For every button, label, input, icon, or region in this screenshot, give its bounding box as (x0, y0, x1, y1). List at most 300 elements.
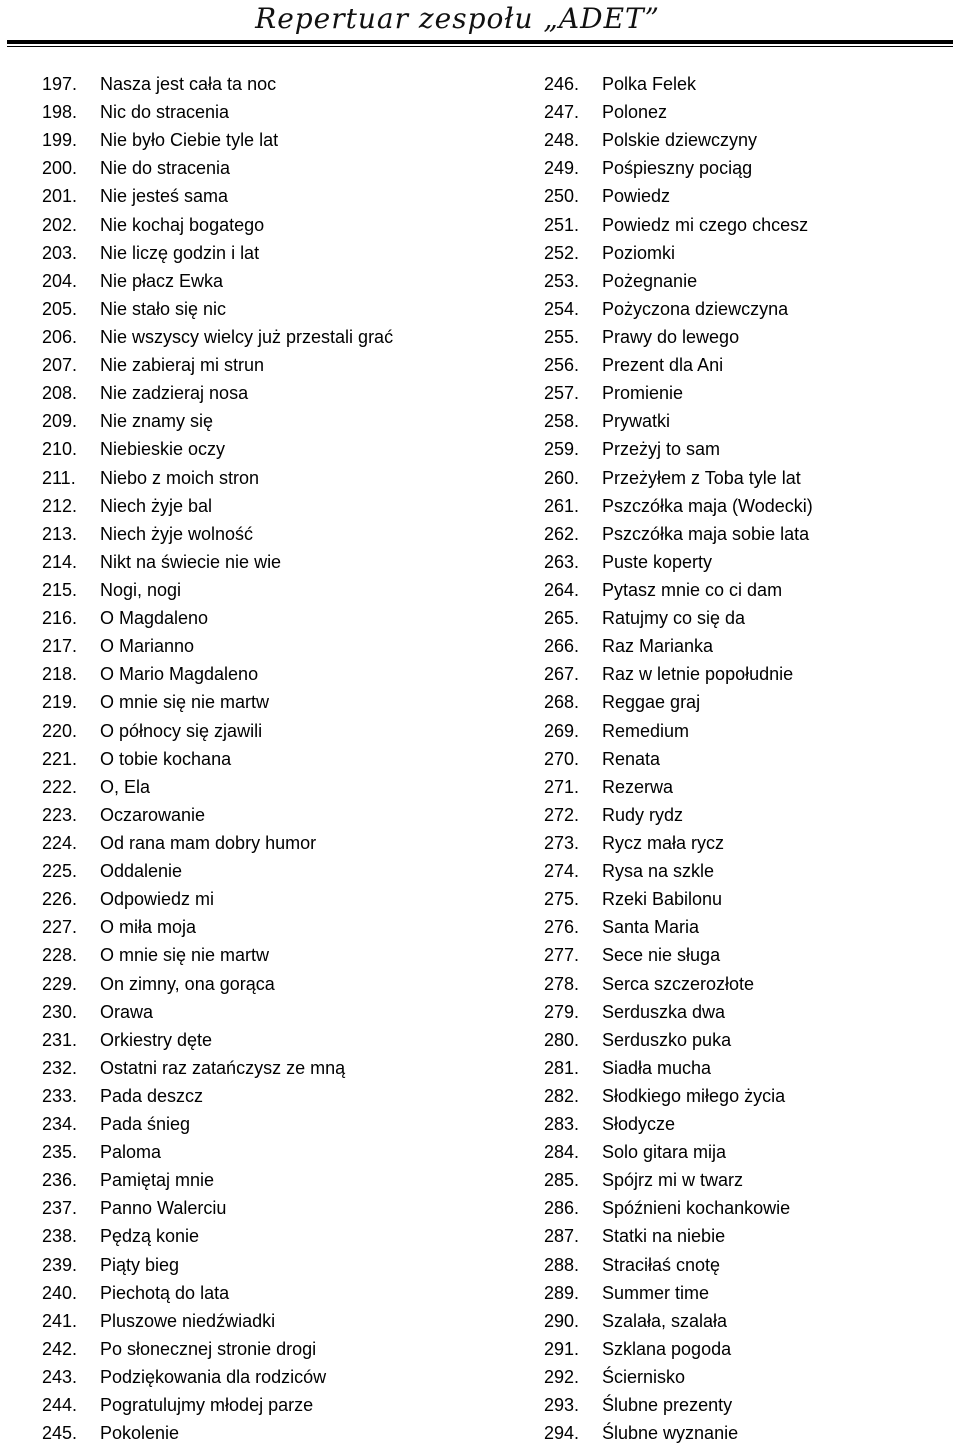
song-title: Niebo z moich stron (100, 467, 260, 488)
song-number: 242. (42, 1338, 78, 1359)
song-title: Nic do stracenia (100, 102, 230, 123)
song-number: 266. (544, 636, 580, 657)
song-title: Nasza jest cała ta noc (100, 74, 277, 94)
song-title: Odpowiedz mi (100, 889, 215, 910)
song-title: Nie do stracenia (100, 158, 231, 179)
song-number: 248. (544, 130, 580, 151)
song-item (544, 1363, 813, 1391)
song-number: 238. (42, 1226, 78, 1247)
song-number: 257. (544, 383, 580, 404)
song-title: O północy się zjawili (100, 720, 263, 741)
song-number: 284. (544, 1142, 580, 1163)
song-item (544, 1279, 813, 1307)
song-number: 251. (544, 214, 580, 235)
song-item (42, 801, 393, 829)
song-title: Podziękowania dla rodziców (100, 1367, 327, 1388)
song-item (544, 717, 813, 745)
song-title: Poziomki (602, 242, 676, 263)
song-item (42, 913, 393, 941)
song-title: Pada śnieg (100, 1114, 191, 1135)
song-title: Spóźnieni kochankowie (602, 1198, 791, 1219)
song-title: Serduszka dwa (602, 1001, 726, 1022)
song-item (544, 801, 813, 829)
song-title: Pszczółka maja (Wodecki) (602, 495, 813, 516)
song-title: Pszczółka maja sobie lata (602, 523, 810, 544)
song-title: Prywatki (602, 411, 671, 432)
song-number: 220. (42, 720, 78, 741)
song-title: Polka Felek (602, 74, 697, 94)
song-item (544, 1251, 813, 1279)
song-number: 234. (42, 1114, 78, 1135)
song-number: 208. (42, 383, 78, 404)
song-item (544, 154, 813, 182)
song-item (544, 211, 813, 239)
song-number: 247. (544, 102, 580, 123)
song-list-right (544, 70, 813, 1447)
song-item (42, 1110, 393, 1138)
song-number: 209. (42, 411, 78, 432)
song-number: 218. (42, 664, 78, 685)
song-title: Rudy rydz (602, 804, 684, 825)
song-number: 211. (42, 467, 76, 488)
song-title: Statki na niebie (602, 1226, 726, 1247)
song-number: 213. (42, 523, 78, 544)
song-item (544, 941, 813, 969)
song-item (42, 660, 393, 688)
song-title: Rzeki Babilonu (602, 889, 723, 910)
song-item (544, 379, 813, 407)
song-number: 267. (544, 664, 580, 685)
song-item (42, 857, 393, 885)
song-item (544, 548, 813, 576)
song-item (544, 773, 813, 801)
song-title: Nikt na świecie nie wie (100, 551, 282, 572)
song-item (42, 717, 393, 745)
song-number: 221. (42, 748, 78, 769)
song-title: Rezerwa (602, 776, 674, 797)
song-item (42, 295, 393, 323)
song-item (544, 1082, 813, 1110)
song-item (42, 604, 393, 632)
song-title: Nie kochaj bogatego (100, 214, 265, 235)
song-number: 222. (42, 776, 78, 797)
song-number: 283. (544, 1114, 580, 1135)
song-number: 202. (42, 214, 78, 235)
song-number: 261. (544, 495, 580, 516)
song-number: 290. (544, 1310, 580, 1331)
song-title: O Magdaleno (100, 608, 209, 629)
song-item (544, 1026, 813, 1054)
song-item (42, 1307, 393, 1335)
song-number: 252. (544, 242, 580, 263)
song-item (544, 1054, 813, 1082)
song-item (544, 70, 813, 98)
song-title: O mnie się nie martw (100, 945, 270, 966)
song-title: Nie zabieraj mi strun (100, 355, 265, 376)
song-title: Straciłaś cnotę (602, 1254, 721, 1275)
page-header (0, 0, 960, 48)
song-number: 258. (544, 411, 580, 432)
song-item (42, 239, 393, 267)
song-item (42, 632, 393, 660)
song-item (42, 182, 393, 210)
song-number: 289. (544, 1282, 580, 1303)
song-title: Paloma (100, 1142, 162, 1163)
song-title: Prawy do lewego (602, 326, 740, 347)
song-title: Powiedz (602, 186, 671, 207)
song-title: Summer time (602, 1282, 710, 1303)
song-number: 219. (42, 692, 78, 713)
song-number: 279. (544, 1001, 580, 1022)
song-title: Puste koperty (602, 551, 713, 572)
song-title: Pokolenie (100, 1423, 180, 1444)
song-number: 240. (42, 1282, 78, 1303)
song-item (544, 1391, 813, 1419)
song-number: 281. (544, 1057, 580, 1078)
song-number: 237. (42, 1198, 78, 1219)
song-number: 273. (544, 832, 580, 853)
song-list-left (42, 70, 393, 1447)
song-number: 199. (42, 130, 78, 151)
song-item (42, 1138, 393, 1166)
song-item (42, 1419, 393, 1447)
song-item (544, 1222, 813, 1250)
song-item (42, 351, 393, 379)
song-title: Pożegnanie (602, 270, 698, 291)
song-item (42, 435, 393, 463)
song-item (42, 1194, 393, 1222)
song-title: Pytasz mnie co ci dam (602, 579, 783, 600)
song-title: Serca szczerozłote (602, 973, 755, 994)
song-title: Pożyczona dziewczyna (602, 298, 789, 319)
song-item (544, 267, 813, 295)
song-title: Przeżyj to sam (602, 439, 721, 460)
header-rule-thin (7, 46, 953, 47)
song-item (42, 1054, 393, 1082)
song-number: 288. (544, 1254, 580, 1275)
song-title: Pamiętaj mnie (100, 1170, 215, 1191)
song-title: Polonez (602, 102, 668, 123)
song-number: 256. (544, 355, 580, 376)
song-item (42, 745, 393, 773)
song-item (42, 1335, 393, 1363)
song-number: 239. (42, 1254, 78, 1275)
song-item (42, 548, 393, 576)
song-title: Po słonecznej stronie drogi (100, 1338, 317, 1359)
song-item (42, 970, 393, 998)
song-title: Piechotą do lata (100, 1282, 230, 1303)
song-item (544, 998, 813, 1026)
song-item (42, 407, 393, 435)
song-item (544, 829, 813, 857)
song-number: 276. (544, 917, 580, 938)
song-title: Ślubne wyznanie (602, 1423, 739, 1444)
song-item (42, 941, 393, 969)
song-item (544, 857, 813, 885)
song-title: Promienie (602, 383, 684, 404)
song-item (42, 1363, 393, 1391)
song-number: 260. (544, 467, 580, 488)
song-title: O Mario Magdaleno (100, 664, 259, 685)
song-title: Pędzą konie (100, 1226, 200, 1247)
song-title: Nie jesteś sama (100, 186, 229, 207)
song-item (544, 1110, 813, 1138)
song-number: 263. (544, 551, 580, 572)
song-item (42, 267, 393, 295)
song-number: 249. (544, 158, 580, 179)
song-number: 235. (42, 1142, 78, 1163)
song-item (42, 688, 393, 716)
song-title: Niebieskie oczy (100, 439, 226, 460)
song-title: Nie liczę godzin i lat (100, 242, 260, 263)
song-item (42, 576, 393, 604)
song-title: Renata (602, 748, 661, 769)
song-item (544, 407, 813, 435)
song-item (544, 913, 813, 941)
song-item (42, 1279, 393, 1307)
song-item (544, 688, 813, 716)
song-item (42, 98, 393, 126)
song-number: 277. (544, 945, 580, 966)
song-number: 212. (42, 495, 78, 516)
song-item (42, 1251, 393, 1279)
song-number: 210. (42, 439, 78, 460)
song-item (544, 1419, 813, 1447)
song-item (544, 435, 813, 463)
song-number: 285. (544, 1170, 580, 1191)
page-title: Repertuar zespołu „ADET” (255, 2, 660, 35)
song-item (42, 1166, 393, 1194)
song-title: Od rana mam dobry humor (100, 832, 317, 853)
song-number: 207. (42, 355, 78, 376)
song-item (544, 576, 813, 604)
song-title: Nie wszyscy wielcy już przestali grać (100, 326, 394, 347)
song-number: 280. (544, 1029, 580, 1050)
song-item (544, 885, 813, 913)
song-title: Orawa (100, 1001, 154, 1022)
song-title: Piąty bieg (100, 1254, 180, 1275)
song-title: On zimny, ona gorąca (100, 973, 275, 994)
song-title: Nie stało się nic (100, 298, 227, 319)
song-item (544, 464, 813, 492)
song-number: 228. (42, 945, 78, 966)
song-item (42, 492, 393, 520)
song-title: Ściernisko (602, 1367, 686, 1388)
song-title: Pogratulujmy młodej parze (100, 1395, 314, 1416)
song-item (42, 1391, 393, 1419)
song-number: 268. (544, 692, 580, 713)
song-number: 230. (42, 1001, 78, 1022)
song-title: Oddalenie (100, 861, 183, 882)
song-number: 227. (42, 917, 78, 938)
song-number: 225. (42, 861, 78, 882)
song-number: 205. (42, 298, 78, 319)
song-item (544, 604, 813, 632)
song-title: Prezent dla Ani (602, 355, 724, 376)
song-number: 265. (544, 608, 580, 629)
song-title: O mnie się nie martw (100, 692, 270, 713)
song-number: 224. (42, 832, 78, 853)
song-number: 292. (544, 1367, 580, 1388)
song-title: Remedium (602, 720, 690, 741)
song-number: 250. (544, 186, 580, 207)
song-number: 200. (42, 158, 78, 179)
song-number: 253. (544, 270, 580, 291)
song-title: Powiedz mi czego chcesz (602, 214, 809, 235)
song-title: Reggae graj (602, 692, 701, 713)
song-item (42, 1082, 393, 1110)
song-number: 264. (544, 579, 580, 600)
song-number: 206. (42, 326, 78, 347)
song-title: Siadła mucha (602, 1057, 712, 1078)
song-item (42, 773, 393, 801)
song-number: 203. (42, 242, 78, 263)
song-item (544, 632, 813, 660)
song-title: Raz Marianka (602, 636, 714, 657)
song-title: Przeżyłem z Toba tyle lat (602, 467, 801, 488)
song-number: 214. (42, 551, 78, 572)
song-number: 229. (42, 973, 78, 994)
song-item (42, 464, 393, 492)
song-item (42, 1026, 393, 1054)
song-number: 201. (42, 186, 78, 207)
song-item (42, 998, 393, 1026)
song-number: 216. (42, 608, 78, 629)
song-number: 278. (544, 973, 580, 994)
song-number: 217. (42, 636, 78, 657)
song-title: Pada deszcz (100, 1085, 204, 1106)
song-title: Nogi, nogi (100, 579, 182, 600)
song-title: Santa Maria (602, 917, 700, 938)
song-title: Solo gitara mija (602, 1142, 727, 1163)
song-item (544, 660, 813, 688)
header-rule-thick (7, 40, 953, 44)
song-item (42, 885, 393, 913)
song-title: Niech żyje bal (100, 495, 213, 516)
song-number: 197. (42, 74, 78, 94)
song-title: Spójrz mi w twarz (602, 1170, 744, 1191)
song-item (544, 351, 813, 379)
song-number: 291. (544, 1338, 580, 1359)
song-item (544, 182, 813, 210)
song-title: Raz w letnie popołudnie (602, 664, 794, 685)
song-number: 255. (544, 326, 580, 347)
song-number: 287. (544, 1226, 580, 1247)
song-item (42, 379, 393, 407)
song-title: Słodycze (602, 1114, 676, 1135)
song-title: Polskie dziewczyny (602, 130, 758, 151)
song-title: Niech żyje wolność (100, 523, 254, 544)
song-number: 241. (42, 1310, 78, 1331)
song-item (544, 520, 813, 548)
song-title: Serduszko puka (602, 1029, 732, 1050)
song-number: 286. (544, 1198, 580, 1219)
song-title: Nie znamy się (100, 411, 214, 432)
song-title: Pluszowe niedźwiadki (100, 1310, 276, 1331)
song-number: 282. (544, 1085, 580, 1106)
song-number: 275. (544, 889, 580, 910)
song-item (544, 239, 813, 267)
song-number: 294. (544, 1423, 580, 1444)
song-number: 236. (42, 1170, 78, 1191)
song-title: Słodkiego miłego życia (602, 1085, 786, 1106)
song-item (42, 1222, 393, 1250)
song-item (544, 126, 813, 154)
song-title: Nie zadzieraj nosa (100, 383, 249, 404)
song-number: 245. (42, 1423, 78, 1444)
song-item (42, 520, 393, 548)
song-item (544, 745, 813, 773)
song-number: 293. (544, 1395, 580, 1416)
song-number: 262. (544, 523, 580, 544)
song-number: 243. (42, 1367, 78, 1388)
song-item (544, 1166, 813, 1194)
song-title: Szklana pogoda (602, 1338, 732, 1359)
song-number: 204. (42, 270, 78, 291)
song-number: 274. (544, 861, 580, 882)
song-number: 271. (544, 776, 580, 797)
song-title: Rycz mała rycz (602, 832, 725, 853)
song-item (544, 1138, 813, 1166)
song-item (42, 211, 393, 239)
song-item (544, 1194, 813, 1222)
song-title: Szalała, szalała (602, 1310, 728, 1331)
song-title: Panno Walerciu (100, 1198, 227, 1219)
song-title: Ślubne prezenty (602, 1395, 733, 1416)
song-item (544, 323, 813, 351)
song-title: O miła moja (100, 917, 197, 938)
song-item (42, 70, 393, 98)
song-number: 198. (42, 102, 78, 123)
song-item (544, 1307, 813, 1335)
song-title: Sece nie sługa (602, 945, 721, 966)
song-item (544, 98, 813, 126)
song-title: Ratujmy co się da (602, 608, 746, 629)
song-number: 254. (544, 298, 580, 319)
song-item (42, 126, 393, 154)
song-number: 244. (42, 1395, 78, 1416)
song-title: O Marianno (100, 636, 195, 657)
song-number: 259. (544, 439, 580, 460)
song-number: 226. (42, 889, 78, 910)
song-number: 270. (544, 748, 580, 769)
song-title: Orkiestry dęte (100, 1029, 213, 1050)
song-item (42, 323, 393, 351)
song-item (544, 492, 813, 520)
song-title: Ostatni raz zatańczysz ze mną (100, 1057, 346, 1078)
song-item (544, 295, 813, 323)
song-title: Rysa na szkle (602, 861, 715, 882)
song-title: Nie płacz Ewka (100, 270, 224, 291)
song-number: 215. (42, 579, 78, 600)
song-item (544, 970, 813, 998)
song-number: 269. (544, 720, 580, 741)
song-title: Pośpieszny pociąg (602, 158, 753, 179)
song-item (42, 154, 393, 182)
song-title: Oczarowanie (100, 804, 206, 825)
song-number: 232. (42, 1057, 78, 1078)
song-number: 246. (544, 74, 580, 94)
song-title: Nie było Ciebie tyle lat (100, 130, 279, 151)
song-number: 231. (42, 1029, 78, 1050)
song-number: 223. (42, 804, 78, 825)
song-title: O, Ela (100, 776, 151, 797)
song-number: 272. (544, 804, 580, 825)
song-item (42, 829, 393, 857)
song-item (544, 1335, 813, 1363)
song-title: O tobie kochana (100, 748, 232, 769)
song-number: 233. (42, 1085, 78, 1106)
